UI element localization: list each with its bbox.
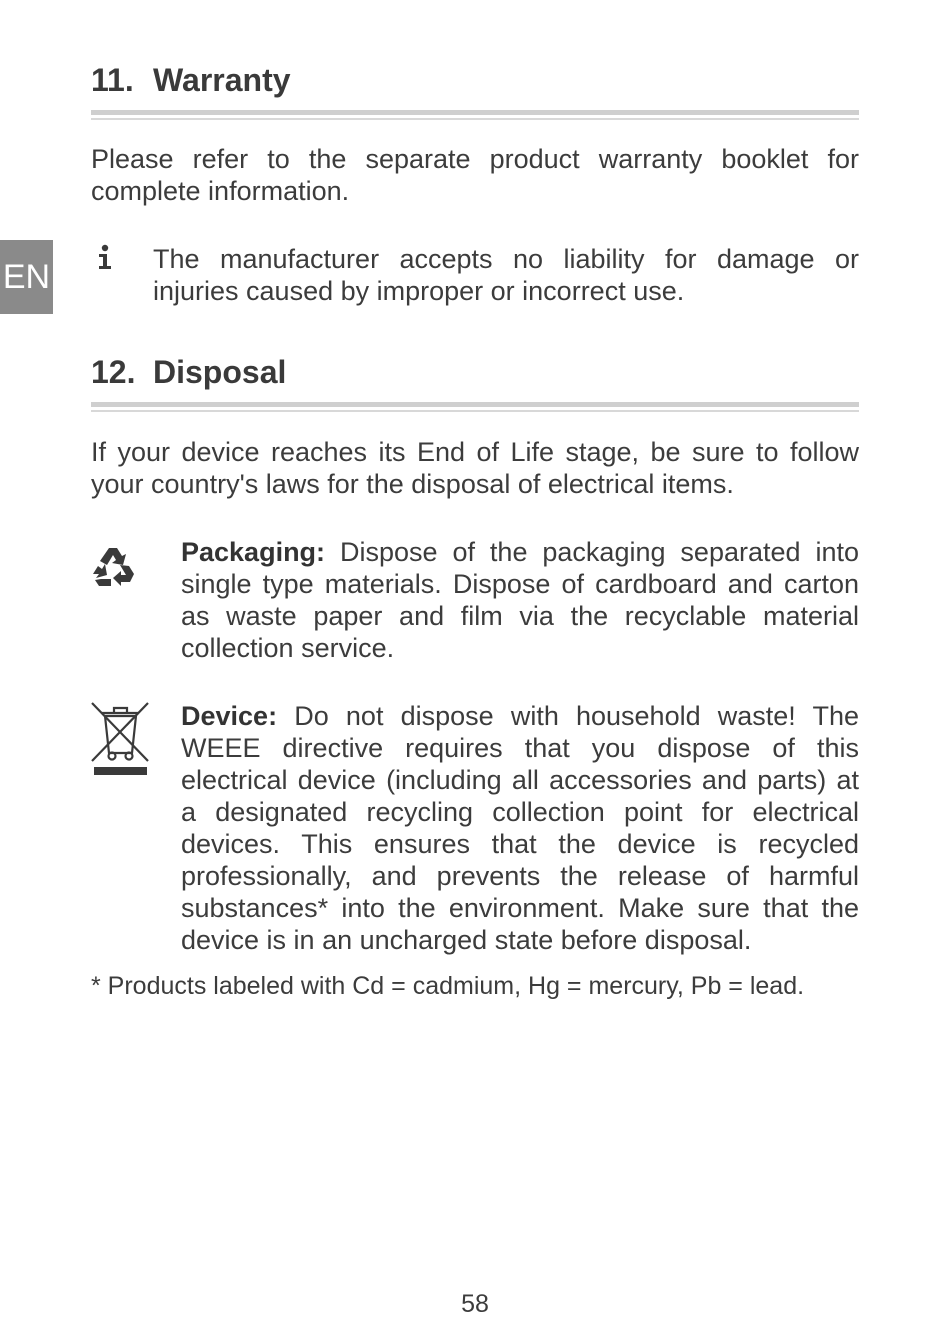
packaging-paragraph	[181, 536, 859, 664]
disposal-heading	[91, 354, 286, 391]
warranty-liability-note: The manufacturer accepts no liability for damage or injuries caused by improper or incorrect use.	[153, 244, 859, 306]
device-label: Device:	[181, 701, 278, 731]
packaging-label: Packaging:	[181, 537, 326, 567]
warranty-title: Warranty	[153, 62, 291, 98]
disposal-section-number: 12.	[91, 354, 136, 390]
packaging-text: Dispose of the packaging separated into single type materials. Dispose of cardboard and carton as waste paper and film via the recyclable material collection service.	[181, 537, 859, 663]
disposal-intro: If your device reaches its End of Life stage, be sure to follow your country's laws for the disposal of electrical items.	[91, 437, 859, 499]
device-paragraph	[181, 700, 859, 956]
footnote: * Products labeled with Cd = cadmium, Hg = mercury, Pb = lead.	[91, 972, 805, 1000]
disposal-title: Disposal	[153, 354, 287, 390]
language-tab: EN	[0, 240, 53, 314]
warranty-divider	[91, 110, 859, 120]
page-number: 58	[461, 1290, 489, 1318]
recycle-icon	[89, 544, 137, 597]
crossed-bin-icon	[90, 701, 152, 782]
device-text: Do not dispose with household waste! The WEEE directive requires that you dispose of this electrical device (including all accessories and parts) at a designated recycling collection point for electrical devices. This ensures that the device is recycled professionally, and prevents the release of harmful substances* into the environment. Make sure that the device is in an uncharged state before disposal.	[181, 701, 859, 955]
info-icon	[96, 244, 114, 275]
warranty-body: Please refer to the separate product warranty booklet for complete information.	[91, 144, 859, 206]
disposal-divider	[91, 402, 859, 412]
warranty-section-number: 11.	[91, 62, 134, 98]
warranty-heading	[91, 62, 291, 99]
